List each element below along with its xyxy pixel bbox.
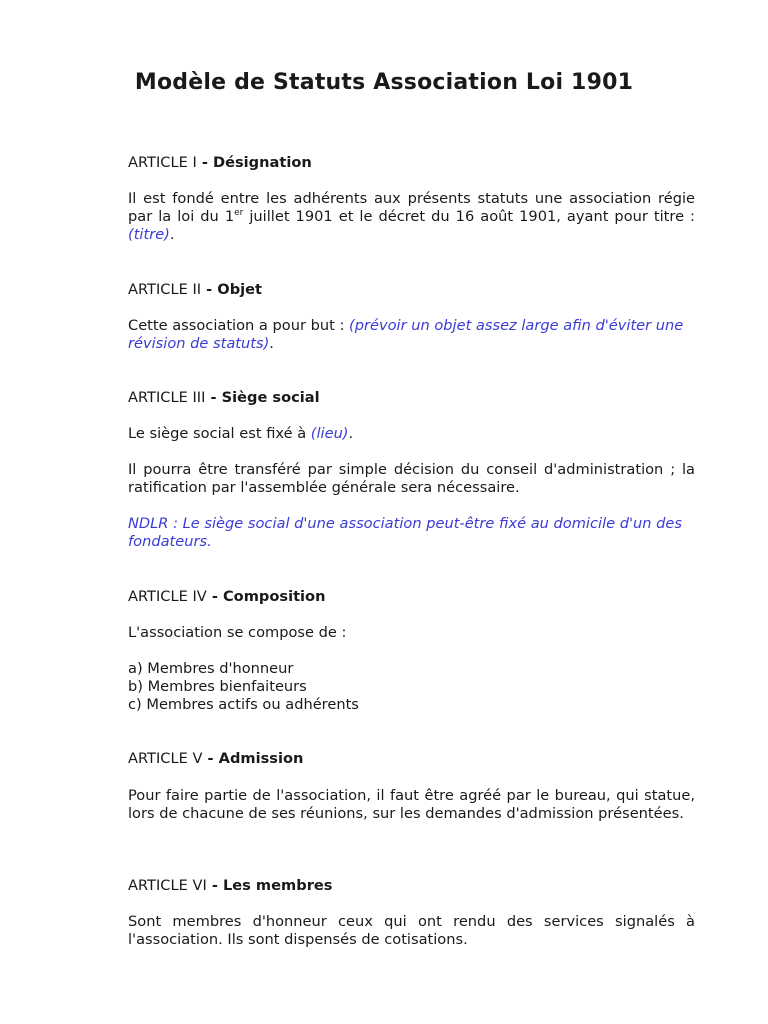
article-title: Objet [217,281,263,298]
paragraph-end: . [348,425,354,442]
article-3-paragraph [128,425,695,443]
editor-note: NDLR : Le siège social d'une association peut-être fixé au domicile d'un des fondateurs. [128,515,682,550]
heading-separator: - [196,154,213,171]
superscript-text: er [234,208,244,218]
article-heading-6 [128,877,695,895]
article-title: Siège social [221,389,320,406]
article-number: ARTICLE V [128,750,203,767]
heading-separator: - [201,281,218,298]
article-title: Composition [222,588,326,605]
article-heading-3 [128,389,695,407]
heading-separator: - [202,750,219,767]
list-item: a) Membres d'honneur [128,660,294,677]
document-title: Modèle de Statuts Association Loi 1901 [134,70,634,95]
article-heading-4 [128,588,695,606]
placeholder-note: (lieu) [310,425,349,442]
list-item: b) Membres bienfaiteurs [128,678,307,695]
member-list [128,660,695,714]
article-number: ARTICLE III [128,389,206,406]
paragraph-text: Cette association a pour but : [128,317,350,334]
article-number: ARTICLE I [128,154,197,171]
list-item: c) Membres actifs ou adhérents [128,696,359,713]
article-number: ARTICLE VI [128,877,207,894]
paragraph-end: . [169,226,175,243]
paragraph-text: Le siège social est fixé à [128,425,311,442]
heading-separator: - [206,588,223,605]
article-title: Les membres [222,877,333,894]
article-heading-5 [128,750,695,768]
article-title: Désignation [212,154,312,171]
article-3-paragraph-2: Il pourra être transféré par simple décision du conseil d'administration ; la ratification par l'assemblée générale sera nécessaire. [128,461,695,496]
placeholder-note: (prévoir un objet assez large afin d'éviter une révision de statuts) [128,317,684,352]
heading-separator: - [206,877,223,894]
paragraph-text: juillet 1901 et le décret du 16 août 1901, ayant pour titre : [243,208,695,225]
article-number: ARTICLE II [128,281,202,298]
article-number: ARTICLE IV [128,588,207,605]
article-heading-1 [128,154,695,172]
heading-separator: - [205,389,222,406]
article-4-paragraph: L'association se compose de : [128,624,347,641]
article-6-paragraph: Sont membres d'honneur ceux qui ont rendu des services signalés à l'association. Ils sont dispensés de cotisations. [128,913,695,948]
placeholder-note: (titre) [128,226,170,243]
article-title: Admission [218,750,304,767]
paragraph-text: Il est fondé entre les adhérents aux présents statuts une association régie par la loi du 1 [128,190,695,225]
article-1-paragraph [128,190,695,244]
paragraph-end: . [269,335,274,352]
article-heading-2 [128,281,695,299]
article-5-paragraph: Pour faire partie de l'association, il faut être agréé par le bureau, qui statue, lors de chacune de ses réunions, sur les demandes d'admission présentées. [128,787,695,822]
article-2-paragraph [128,317,695,353]
